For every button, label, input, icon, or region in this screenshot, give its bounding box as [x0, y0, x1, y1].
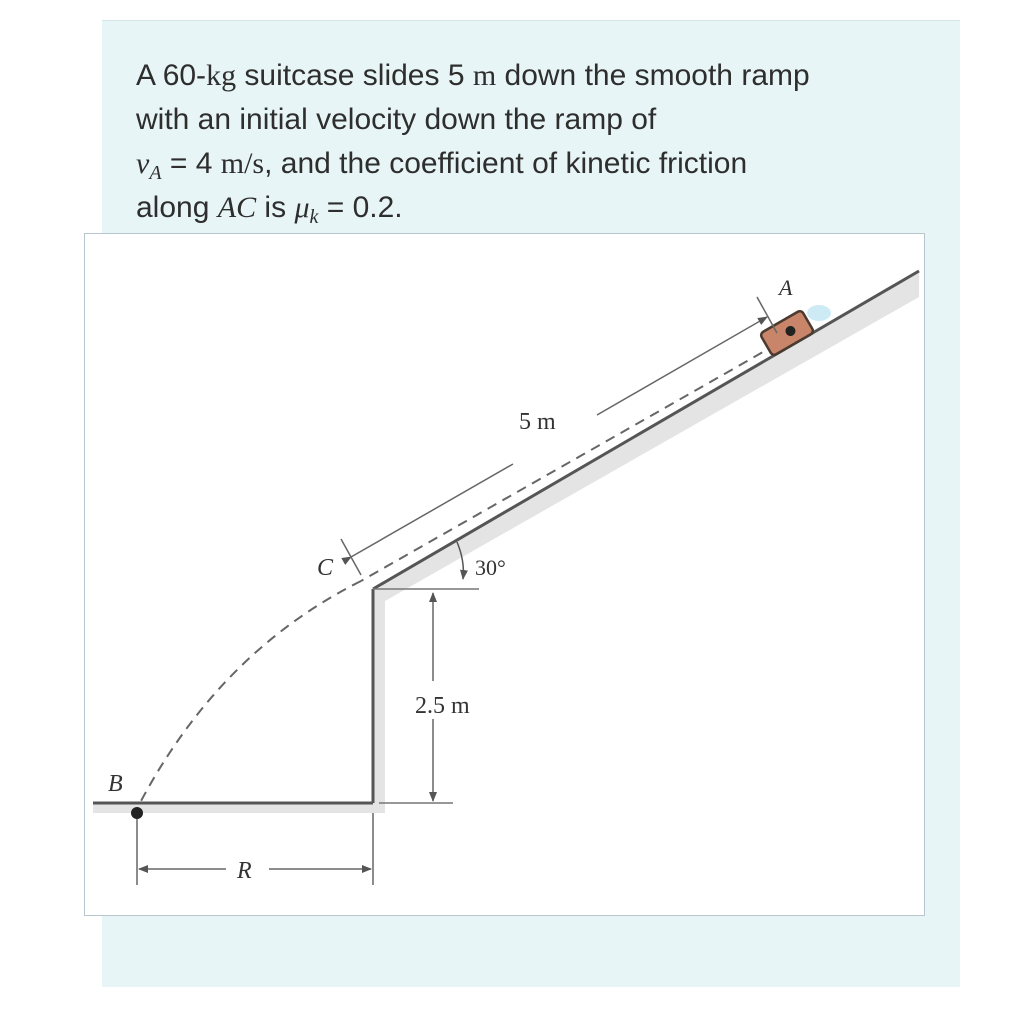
- ramp-shadow: [93, 271, 919, 813]
- ramp-dimension-line-2: [597, 317, 767, 415]
- problem-line-2: with an initial velocity down the ramp of: [136, 103, 657, 136]
- trajectory-path: [141, 581, 361, 801]
- suitcase-path-ramp: [361, 344, 777, 581]
- label-height: 2.5 m: [415, 693, 470, 719]
- point-b: [131, 807, 143, 819]
- problem-line-1: A 60-kg suitcase slides 5 m down the smooth ramp: [136, 59, 810, 92]
- dimension-tick-c: [341, 539, 361, 575]
- ramp-dimension-line: [351, 464, 513, 557]
- label-angle: 30°: [475, 555, 506, 580]
- label-ramp-length: 5 m: [519, 409, 556, 435]
- ramp-line: [373, 271, 919, 589]
- label-b: B: [108, 771, 123, 797]
- ramp-diagram: [85, 234, 926, 917]
- label-r: R: [237, 858, 252, 884]
- motion-blur: [807, 305, 831, 321]
- label-a: A: [779, 275, 793, 300]
- figure-panel: [84, 233, 925, 916]
- dimension-tick-a: [757, 297, 777, 333]
- problem-statement: [136, 54, 946, 230]
- label-c: C: [317, 555, 334, 581]
- problem-line-4: along AC is $\mu_k = 0.2$.: [136, 191, 403, 228]
- problem-line-3: $v_A = 4$ m/s, and the coefficient of kinetic friction: [136, 147, 748, 184]
